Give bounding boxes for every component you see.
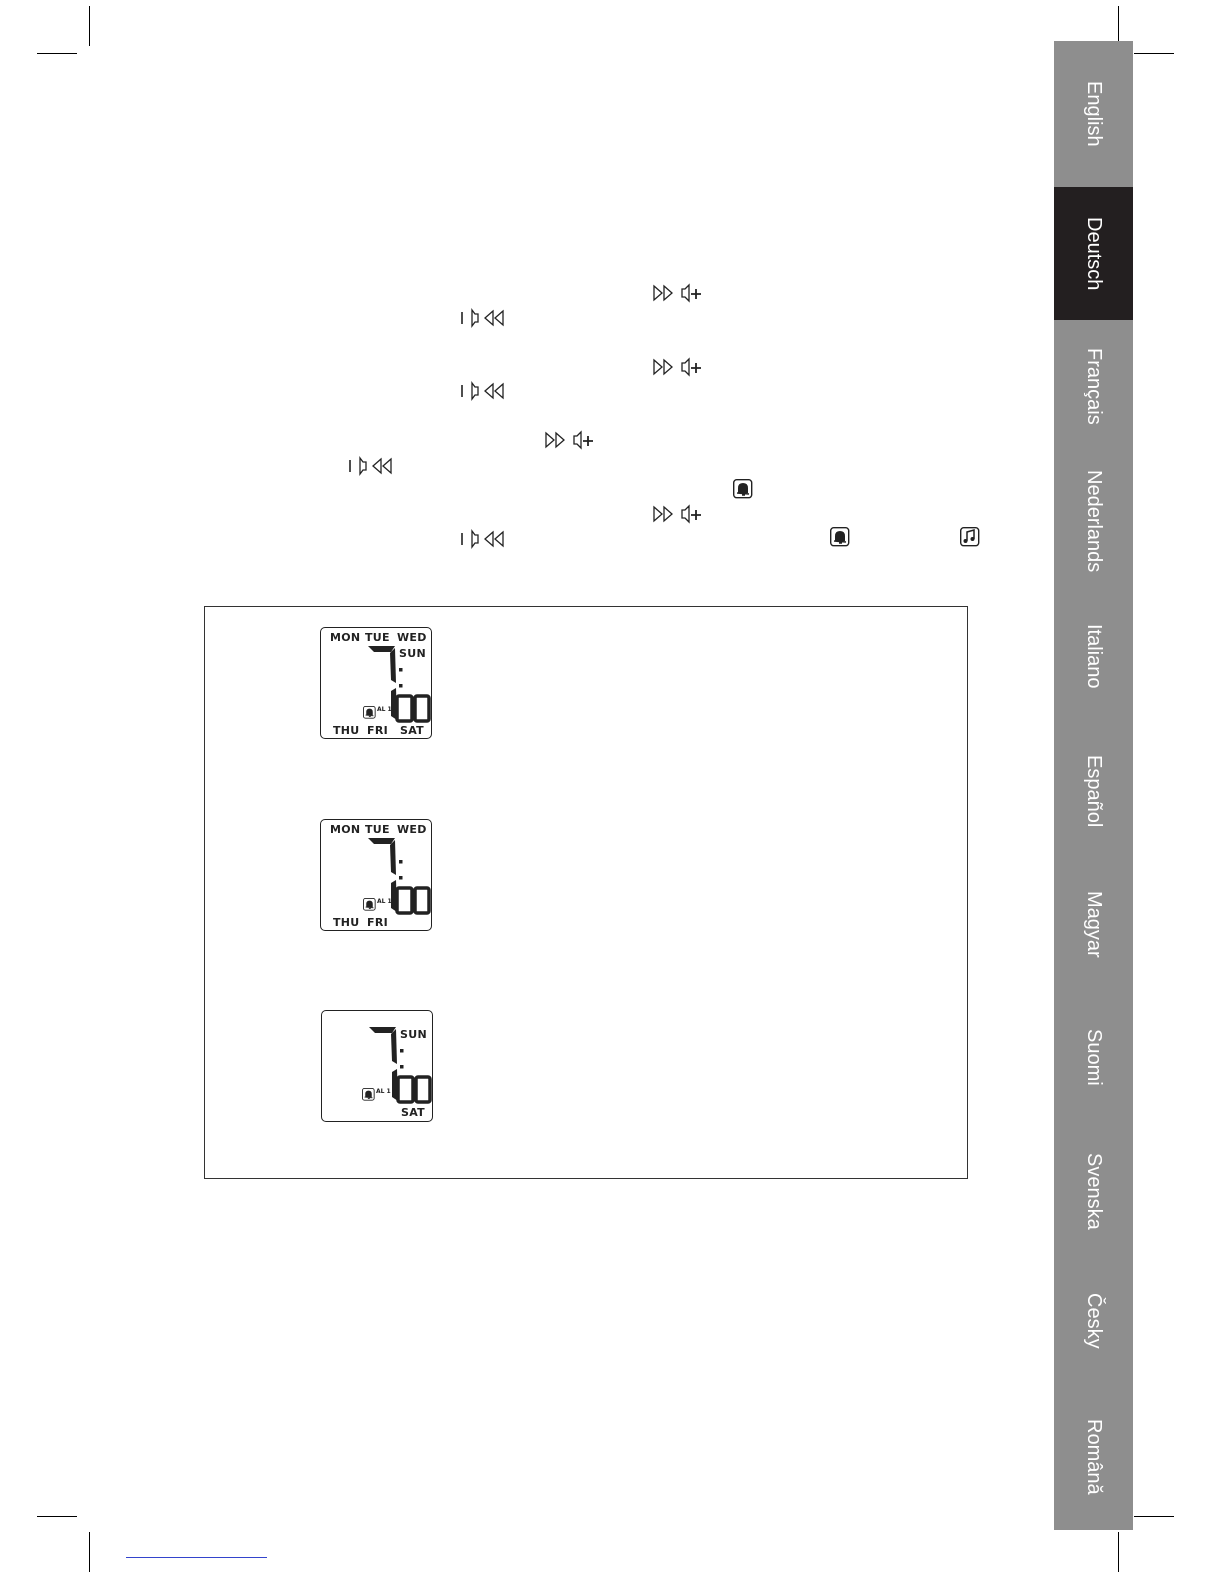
- tab-label: Română: [1083, 1418, 1105, 1495]
- lcd-digits: [321, 628, 431, 738]
- day-mon: MON: [330, 631, 361, 644]
- tab-label: English: [1083, 81, 1105, 147]
- tab-magyar[interactable]: [1054, 858, 1133, 991]
- lcd-digits: [322, 1011, 432, 1121]
- tab-francais[interactable]: [1054, 320, 1133, 453]
- crop-mark: [89, 1532, 90, 1572]
- music-note-icon: [960, 527, 980, 547]
- tab-italiano[interactable]: [1054, 589, 1133, 724]
- day-sat: SAT: [401, 1106, 425, 1119]
- day-sat: SAT: [400, 724, 424, 737]
- day-mon: MON: [330, 823, 361, 836]
- tab-label: Česky: [1083, 1293, 1105, 1349]
- lcd-digits: [321, 820, 431, 930]
- tab-suomi[interactable]: [1054, 991, 1133, 1124]
- tab-cesky[interactable]: [1054, 1259, 1133, 1383]
- alarm-label: AL 1: [376, 1088, 391, 1095]
- tab-nederlands[interactable]: [1054, 453, 1133, 589]
- alarm-label: AL 1: [377, 706, 392, 713]
- day-fri: FRI: [367, 916, 388, 929]
- language-tab-strip: [1054, 41, 1133, 1530]
- day-fri: FRI: [367, 724, 388, 737]
- tab-deutsch[interactable]: [1054, 187, 1133, 320]
- fast-forward-volume-up-icon: [653, 504, 703, 524]
- tab-romana[interactable]: [1054, 1383, 1133, 1530]
- day-wed: WED: [397, 631, 427, 644]
- tab-english[interactable]: [1054, 41, 1133, 187]
- fast-forward-volume-up-icon: [653, 357, 703, 377]
- fast-forward-volume-up-icon: [653, 283, 703, 303]
- lcd-display-2: [320, 819, 432, 931]
- rewind-volume-down-icon: [460, 308, 510, 328]
- tab-label: Deutsch: [1083, 216, 1105, 291]
- day-tue: TUE: [365, 823, 390, 836]
- alarm-bell-icon: [733, 479, 753, 499]
- crop-mark: [1134, 53, 1174, 54]
- lcd-display-3: [321, 1010, 433, 1122]
- day-sun: SUN: [400, 1028, 427, 1041]
- crop-mark: [1134, 1516, 1174, 1517]
- crop-mark: [37, 53, 77, 54]
- fast-forward-volume-up-icon: [545, 430, 595, 450]
- crop-mark: [37, 1516, 77, 1517]
- day-thu: THU: [333, 724, 360, 737]
- tab-espanol[interactable]: [1054, 724, 1133, 858]
- alarm-bell-icon: [830, 527, 850, 547]
- crop-mark: [1118, 6, 1119, 46]
- rewind-volume-down-icon: [460, 529, 510, 549]
- lcd-display-1: [320, 627, 432, 739]
- crop-mark: [89, 6, 90, 46]
- crop-mark: [1118, 1532, 1119, 1572]
- tab-label: Français: [1083, 348, 1105, 425]
- alarm-display-examples: [204, 606, 968, 1179]
- tab-label: Suomi: [1083, 1029, 1105, 1086]
- footer-underline: [126, 1557, 267, 1558]
- rewind-volume-down-icon: [460, 381, 510, 401]
- tab-label: Svenska: [1083, 1153, 1105, 1230]
- day-tue: TUE: [365, 631, 390, 644]
- day-sun: SUN: [399, 647, 426, 660]
- tab-label: Español: [1083, 754, 1105, 828]
- tab-label: Italiano: [1083, 624, 1105, 689]
- day-wed: WED: [397, 823, 427, 836]
- rewind-volume-down-icon: [348, 456, 398, 476]
- tab-label: Nederlands: [1083, 469, 1105, 573]
- tab-svenska[interactable]: [1054, 1124, 1133, 1259]
- alarm-label: AL 1: [377, 898, 392, 905]
- tab-label: Magyar: [1083, 891, 1105, 958]
- day-thu: THU: [333, 916, 360, 929]
